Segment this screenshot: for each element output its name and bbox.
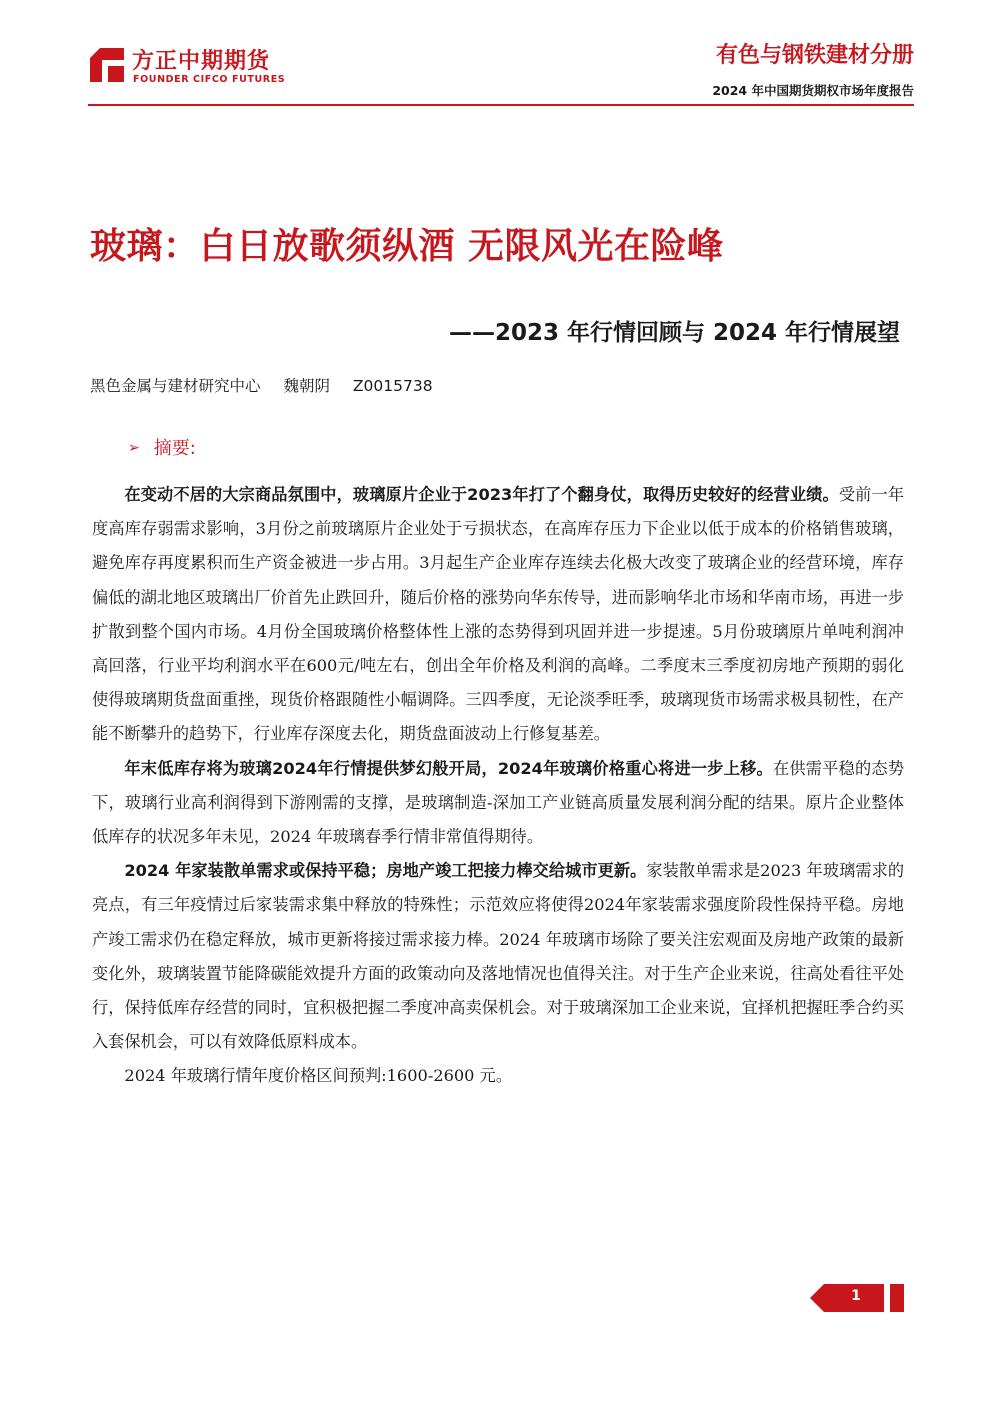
paragraph-lead: 在变动不居的大宗商品氛围中，玻璃原片企业于2023年打了个翻身仗，取得历史较好的经营业绩。 (124, 485, 839, 504)
author-id: Z0015738 (352, 377, 433, 395)
abstract-body (92, 478, 904, 1094)
header-right (712, 38, 914, 99)
author-name: 魏朝阴 (283, 377, 330, 395)
company-logo (88, 44, 288, 92)
paragraph-text: 2024 年玻璃行情年度价格区间预判:1600-2600 元。 (124, 1066, 513, 1086)
paragraph-text: 家装散单需求是2023 年玻璃需求的亮点，有三年疫情过后家装需求集中释放的特殊性；示范效应将使得2024年家装需求强度阶段性保持平稳。房地产竣工需求仍在稳定释放，城市更新将接过需求接力棒。2024 年玻璃市场除了要关注宏观面及房地产政策的最新变化外，玻璃装置节能降碳能效提升方面的政策动向及落地情况也值得关注。对于生产企业来说，往高处看往平处行，保持低库存经营的同时，宜积极把握二季度冲高卖保机会。对于玻璃深加工企业来说，宜择机把握旺季合约买入套保机会，可以有效降低原料成本。 (92, 861, 905, 1052)
page-number-badge (810, 1284, 904, 1312)
arrow-bullet-icon: ➢ (128, 440, 140, 456)
paragraph-text: 受前一年度高库存弱需求影响，3月份之前玻璃原片企业处于亏损状态，在高库存压力下企业以低于成本的价格销售玻璃，避免库存再度累积而生产资金被进一步占用。3月起生产企业库存连续去化极大改变了玻璃企业的经营环境，库存偏低的湖北地区玻璃出厂价首先止跌回升，随后价格的涨势向华东传导，进而影响华北市场和华南市场，再进一步扩散到整个国内市场。4月份全国玻璃价格整体性上涨的态势得到巩固并进一步提速。5月份玻璃原片单吨利润冲高回落，行业平均利润水平在600元/吨左右，创出全年价格及利润的高峰。二季度末三季度初房地产预期的弱化使得玻璃期货盘面重挫，现货价格跟随性小幅调降。三四季度，无论淡季旺季，玻璃现货市场需求极具韧性，在产能不断攀升的趋势下，行业库存深度去化，期货盘面波动上行修复基差。 (92, 485, 905, 744)
page-header (0, 0, 992, 110)
logo-text-cn: 方正中期期货 (132, 49, 271, 74)
paragraph-lead: 年末低库存将为玻璃2024年行情提供梦幻般开局，2024年玻璃价格重心将进一步上移。 (124, 758, 773, 778)
abstract-heading (128, 434, 196, 460)
report-title: 2024 年中国期货期权市场年度报告 (712, 83, 914, 98)
section-title: 有色与钢铁建材分册 (715, 43, 914, 68)
author-dept: 黑色金属与建材研究中心 (90, 377, 261, 395)
header-divider (88, 104, 914, 106)
page-title: 玻璃：白日放歌须纵酒 无限风光在险峰 (90, 226, 724, 267)
logo-text-en: FOUNDER CIFCO FUTURES (133, 74, 286, 85)
page-subtitle: ——2023 年行情回顾与 2024 年行情展望 (448, 320, 900, 346)
paragraph (92, 478, 904, 752)
paragraph (92, 752, 904, 855)
paragraph-text: 在供需平稳的态势下，玻璃行业高利润得到下游刚需的支撑，是玻璃制造-深加工产业链高质量发展利润分配的结果。原片企业整体低库存的状况多年未见，2024 年玻璃春季行情非常值得期待。 (92, 758, 905, 847)
author-line (90, 374, 451, 396)
paragraph (92, 1059, 904, 1093)
paragraph (92, 854, 904, 1059)
logo-mark-icon (88, 46, 126, 84)
abstract-label: 摘要: (153, 438, 196, 459)
page-number: 1 (851, 1288, 861, 1304)
page-number-bar (890, 1284, 904, 1312)
paragraph-lead: 2024 年家装散单需求或保持平稳；房地产竣工把接力棒交给城市更新。 (124, 861, 647, 881)
